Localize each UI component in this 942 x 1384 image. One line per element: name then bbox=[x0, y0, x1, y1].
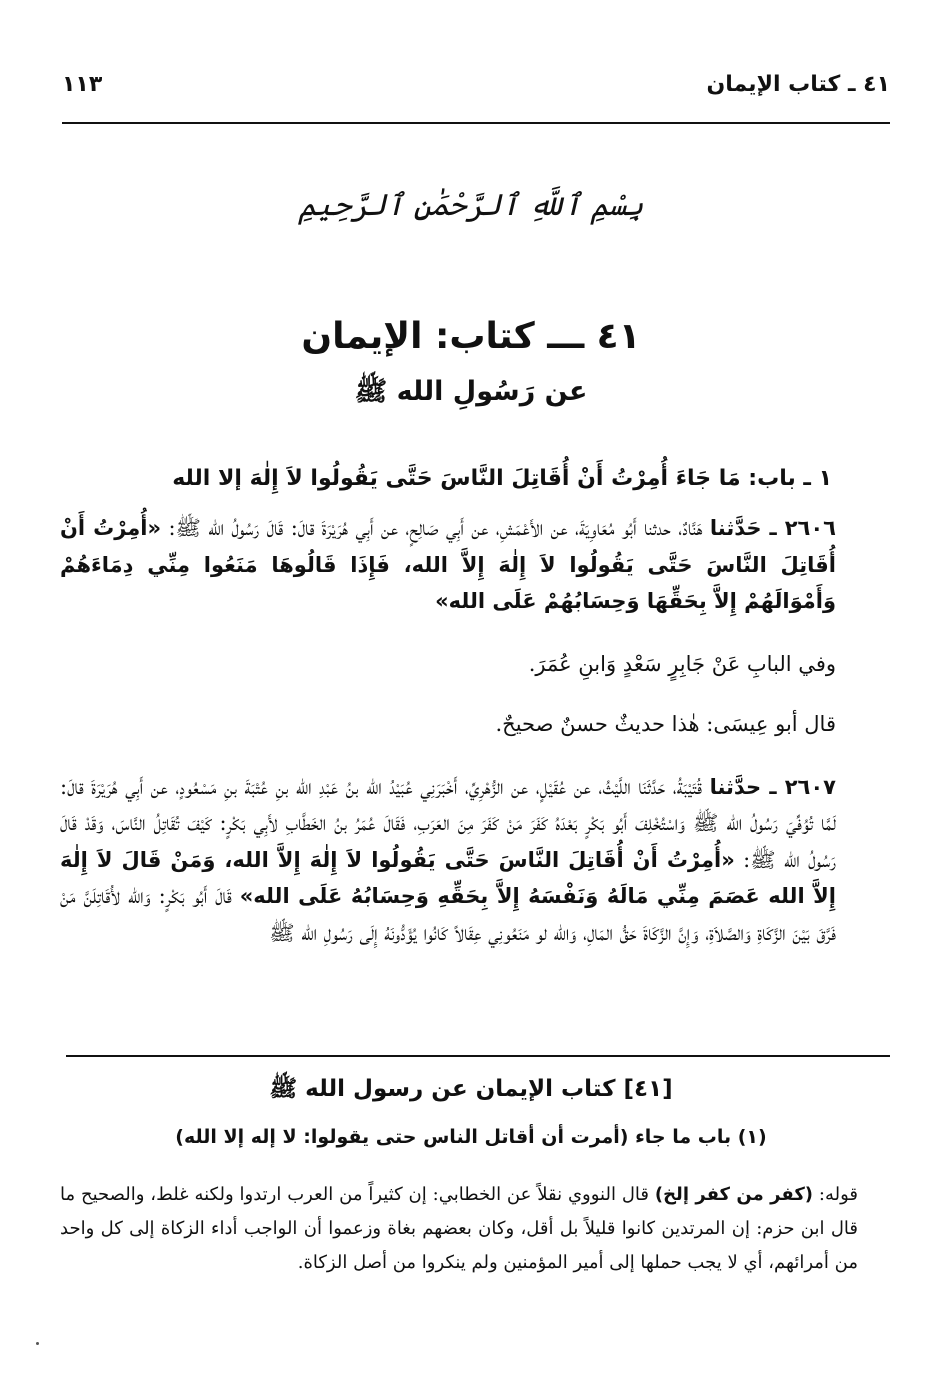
hadith-isnad: هَنَّادٌ، حدثنا أَبُو مُعَاوِيَةَ، عن الأَعْمَشِ، عن أَبِي صَالِحٍ، عن أَبِي هُرَيْرَةَ قالَ: قَالَ رَسُولُ الله ﷺ: bbox=[161, 516, 710, 540]
commentary-chapter-title: (١) باب ما جاء (أمرت أن أقاتل الناس حتى يقولوا: لا إله إلا الله) bbox=[175, 1126, 767, 1148]
commentary-separator bbox=[66, 1055, 890, 1057]
commentary-lead: قوله: bbox=[813, 1184, 858, 1205]
chapter-title: ١ ـ باب: مَا جَاءَ أُمِرْتُ أَنْ أُقَاتِلَ النَّاسَ حَتَّى يَقُولُوا لاَ إِلٰهَ إلا الله bbox=[172, 466, 832, 491]
commentary-book-title: [٤١] كتاب الإيمان عن رسول الله ﷺ bbox=[269, 1076, 673, 1102]
header-rule bbox=[62, 122, 890, 124]
hadith-2606 bbox=[60, 510, 892, 620]
page-number: ١١٣ bbox=[62, 72, 103, 97]
book-subtitle: عن رَسُولِ الله ﷺ bbox=[354, 376, 588, 407]
basmala: بِسْمِ ٱللَّهِ ٱلرَّحْمَٰنِ ٱلرَّحِيمِ bbox=[298, 188, 644, 223]
commentary-text bbox=[60, 1178, 892, 1280]
scan-mark bbox=[36, 1342, 39, 1345]
commentary-paragraph bbox=[60, 1178, 892, 1280]
book-title: ٤١ ـــ كتاب: الإيمان bbox=[301, 316, 641, 357]
main-text bbox=[60, 510, 892, 951]
hadith-note: وفي البابِ عَنْ جَابِرٍ سَعْدٍ وَابنِ عُمَرَ. bbox=[528, 651, 836, 676]
commentary-body: قال النووي نقلاً عن الخطابي: إن كثيراً من العرب ارتدوا ولكنه غلط، والصحيح ما قال ابن حزم: إن المرتدين كانوا قليلاً بل أقل، وكان بعضهم بغاة وزعموا أن الواجب أداء الزكاة إلى كل واحد من أمرائهم، أي لا يجب حملها إلى أمير المؤمنين ولم ينكروا من أصل الزكاة. bbox=[60, 1184, 858, 1273]
hadith-grading: قال أبو عِيسَى: هٰذا حديثٌ حسنٌ صحيحٌ. bbox=[495, 712, 836, 736]
hadith-text: قُتَيْبَةُ، حَدَّثَنَا اللَّيْثُ، عن عُقَيْلٍ، عن الزُّهْرِيِّ، أَخْبَرَنِي عُبَيْدُ الله بنُ عَبْدِ الله بنِ عُتْبَةَ بنِ مَسْعُودٍ، عن أَبِي هُرَيْرَةَ قالَ: لَمَّا تُوُفِّيَ رَسُولُ الله ﷺ وَاسْتُخْلِفَ أَبُو بَكْرٍ بَعْدَهُ كَفَرَ مَنْ كَفَرَ مِنَ العَرَبِ، فَقَالَ عُمَرُ بنُ الخَطَّابِ لأَبِي بَكْرٍ: كَيْفَ تُقَاتِلُ النَّاسَ، وَقَدْ قَالَ رَسُولُ الله ﷺ: bbox=[60, 774, 837, 872]
commentary-quoted-phrase: (كفر من كفر إلخ) bbox=[654, 1184, 814, 1205]
running-header bbox=[62, 68, 890, 108]
hadith-number: ٢٦٠٧ ـ حدَّثنا bbox=[709, 774, 836, 799]
hadith-number: ٢٦٠٦ ـ حَدَّثنا bbox=[709, 516, 836, 540]
hadith-text-continued: قَالَ أَبُو بَكْرٍ: وَالله لأُقَاتِلَنَّ مَنْ فَرَّقَ بَيْنَ الزَّكَاةِ وَالصَّلاَةِ، وَإِنَّ الزَّكَاةَ حَقُّ المَالِ، وَالله لو مَنَعُونِي عِقَالاً كَانُوا يُؤَدُّونَهُ إِلَى رَسُولِ الله ﷺ bbox=[60, 884, 836, 945]
hadith-matn: «أُمِرْتُ أَنْ أُقَاتِلَ النَّاسَ حَتَّى يَقُولُوا لاَ إِلٰهَ إِلاَّ الله، فَإِذَا قَالُوهَا مَنَعُوا مِنِّي دِمَاءَهُمْ وَأَمْوَالَهُمْ إِلاَّ بِحَقِّهَا وَحِسَابُهُمْ عَلَى الله» bbox=[60, 516, 836, 613]
hadith-2607 bbox=[60, 769, 892, 952]
hadith-quote: «أُمِرْتُ أَنْ أُقَاتِلَ النَّاسَ حَتَّى يَقُولُوا لاَ إِلٰهَ إِلاَّ الله، وَمَنْ قَالَ لاَ إِلٰهَ إِلاَّ الله عَصَمَ مِنِّي مَالَهُ وَنَفْسَهُ إِلاَّ بِحَقِّهِ وَحِسَابُهُ عَلَى الله» bbox=[60, 847, 836, 908]
running-title: ٤١ ـ كتاب الإيمان bbox=[706, 72, 890, 97]
